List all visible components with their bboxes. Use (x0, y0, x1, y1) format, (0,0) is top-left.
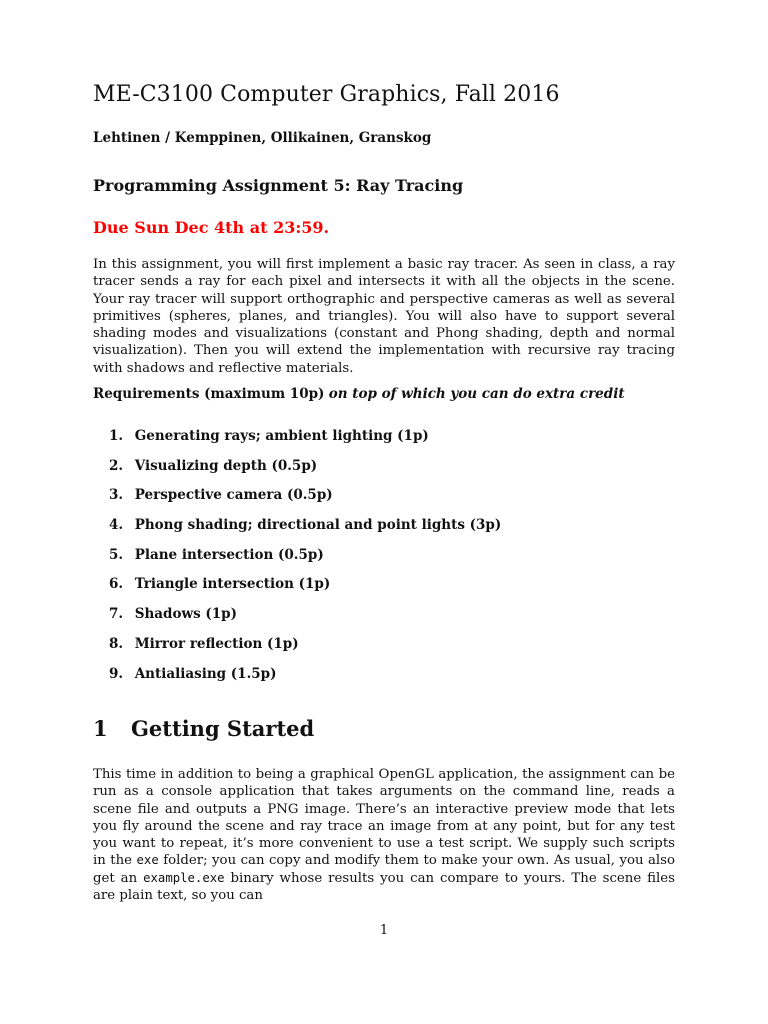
list-item-label: Phong shading; directional and point lights (3p) (134, 517, 502, 534)
list-item-number: 9. (109, 665, 124, 682)
list-item-label: Perspective camera (0.5p) (134, 487, 333, 504)
requirements-lead: Requirements (maximum 10p) (93, 386, 325, 402)
list-item-label: Visualizing depth (0.5p) (134, 457, 318, 474)
section-heading-getting-started (93, 716, 314, 741)
section-number: 1 (93, 716, 108, 741)
due-date: Due Sun Dec 4th at 23:59. (93, 218, 330, 237)
list-item (109, 666, 501, 696)
paragraph-text: folder; you can copy and modify them to make your own. As usual, you also get an (93, 853, 676, 886)
page-number: 1 (379, 923, 389, 938)
list-item-label: Generating rays; ambient lighting (1p) (134, 428, 429, 444)
list-item-number: 5. (109, 546, 124, 563)
section-title: Getting Started (131, 716, 315, 741)
list-item-label: Antialiasing (1.5p) (134, 665, 277, 682)
list-item-label: Shadows (1p) (134, 606, 237, 623)
list-item (109, 576, 501, 606)
list-item (109, 428, 501, 458)
list-item-label: Triangle intersection (1p) (134, 576, 331, 593)
list-item-number: 7. (109, 606, 124, 623)
authors-line: Lehtinen / Kemppinen, Ollikainen, Granskog (93, 130, 432, 146)
getting-started-paragraph (93, 766, 675, 904)
list-item (109, 606, 501, 636)
list-item (109, 458, 501, 488)
requirements-extra-credit: on top of which you can do extra credit (328, 386, 625, 402)
requirements-heading (93, 386, 625, 402)
list-item-number: 2. (109, 457, 124, 474)
inline-code-exe: exe (136, 853, 159, 868)
list-item (109, 487, 501, 517)
paragraph-text: binary whose results you can compare to yours. The scene files are plain text, so you can (93, 870, 675, 904)
list-item-label: Plane intersection (0.5p) (134, 546, 324, 563)
list-item-number: 3. (109, 487, 124, 504)
document-page (93, 0, 675, 1024)
paragraph-text: This time in addition to being a graphical OpenGL application, the assignment can be run as a console application that takes arguments on the command line, reads a scene file and outputs a PNG image. There’s an interactive preview mode that lets you fly around the scene and ray trace an image from at any point, but for any test you want to repeat, it’s more convenient to use a test script. We supply such scripts in the (93, 767, 675, 869)
course-title: ME-C3100 Computer Graphics, Fall 2016 (93, 82, 560, 107)
list-item (109, 517, 501, 547)
list-item-label: Mirror reflection (1p) (134, 635, 299, 652)
assignment-title: Programming Assignment 5: Ray Tracing (93, 176, 464, 195)
intro-paragraph: In this assignment, you will first implement a basic ray tracer. As seen in class, a ray tracer sends a ray for each pixel and intersects it with all the objects in the scene. Your ray tracer will support orthographic and perspective cameras as well as several primitives (spheres, planes, and triangles). You will also have to support several shading modes and visualizations (constant and Phong shading, depth and normal visualization). Then you will extend the implementation with recursive ray tracing with shadows and reflective materials. (93, 257, 675, 376)
list-item (109, 547, 501, 577)
list-item-number: 8. (109, 635, 124, 652)
list-item-number: 1. (109, 428, 124, 444)
requirements-list (109, 428, 501, 695)
list-item-number: 6. (109, 576, 124, 593)
inline-code-example-exe: example.exe (143, 870, 225, 885)
list-item-number: 4. (109, 517, 124, 534)
list-item (109, 636, 501, 666)
